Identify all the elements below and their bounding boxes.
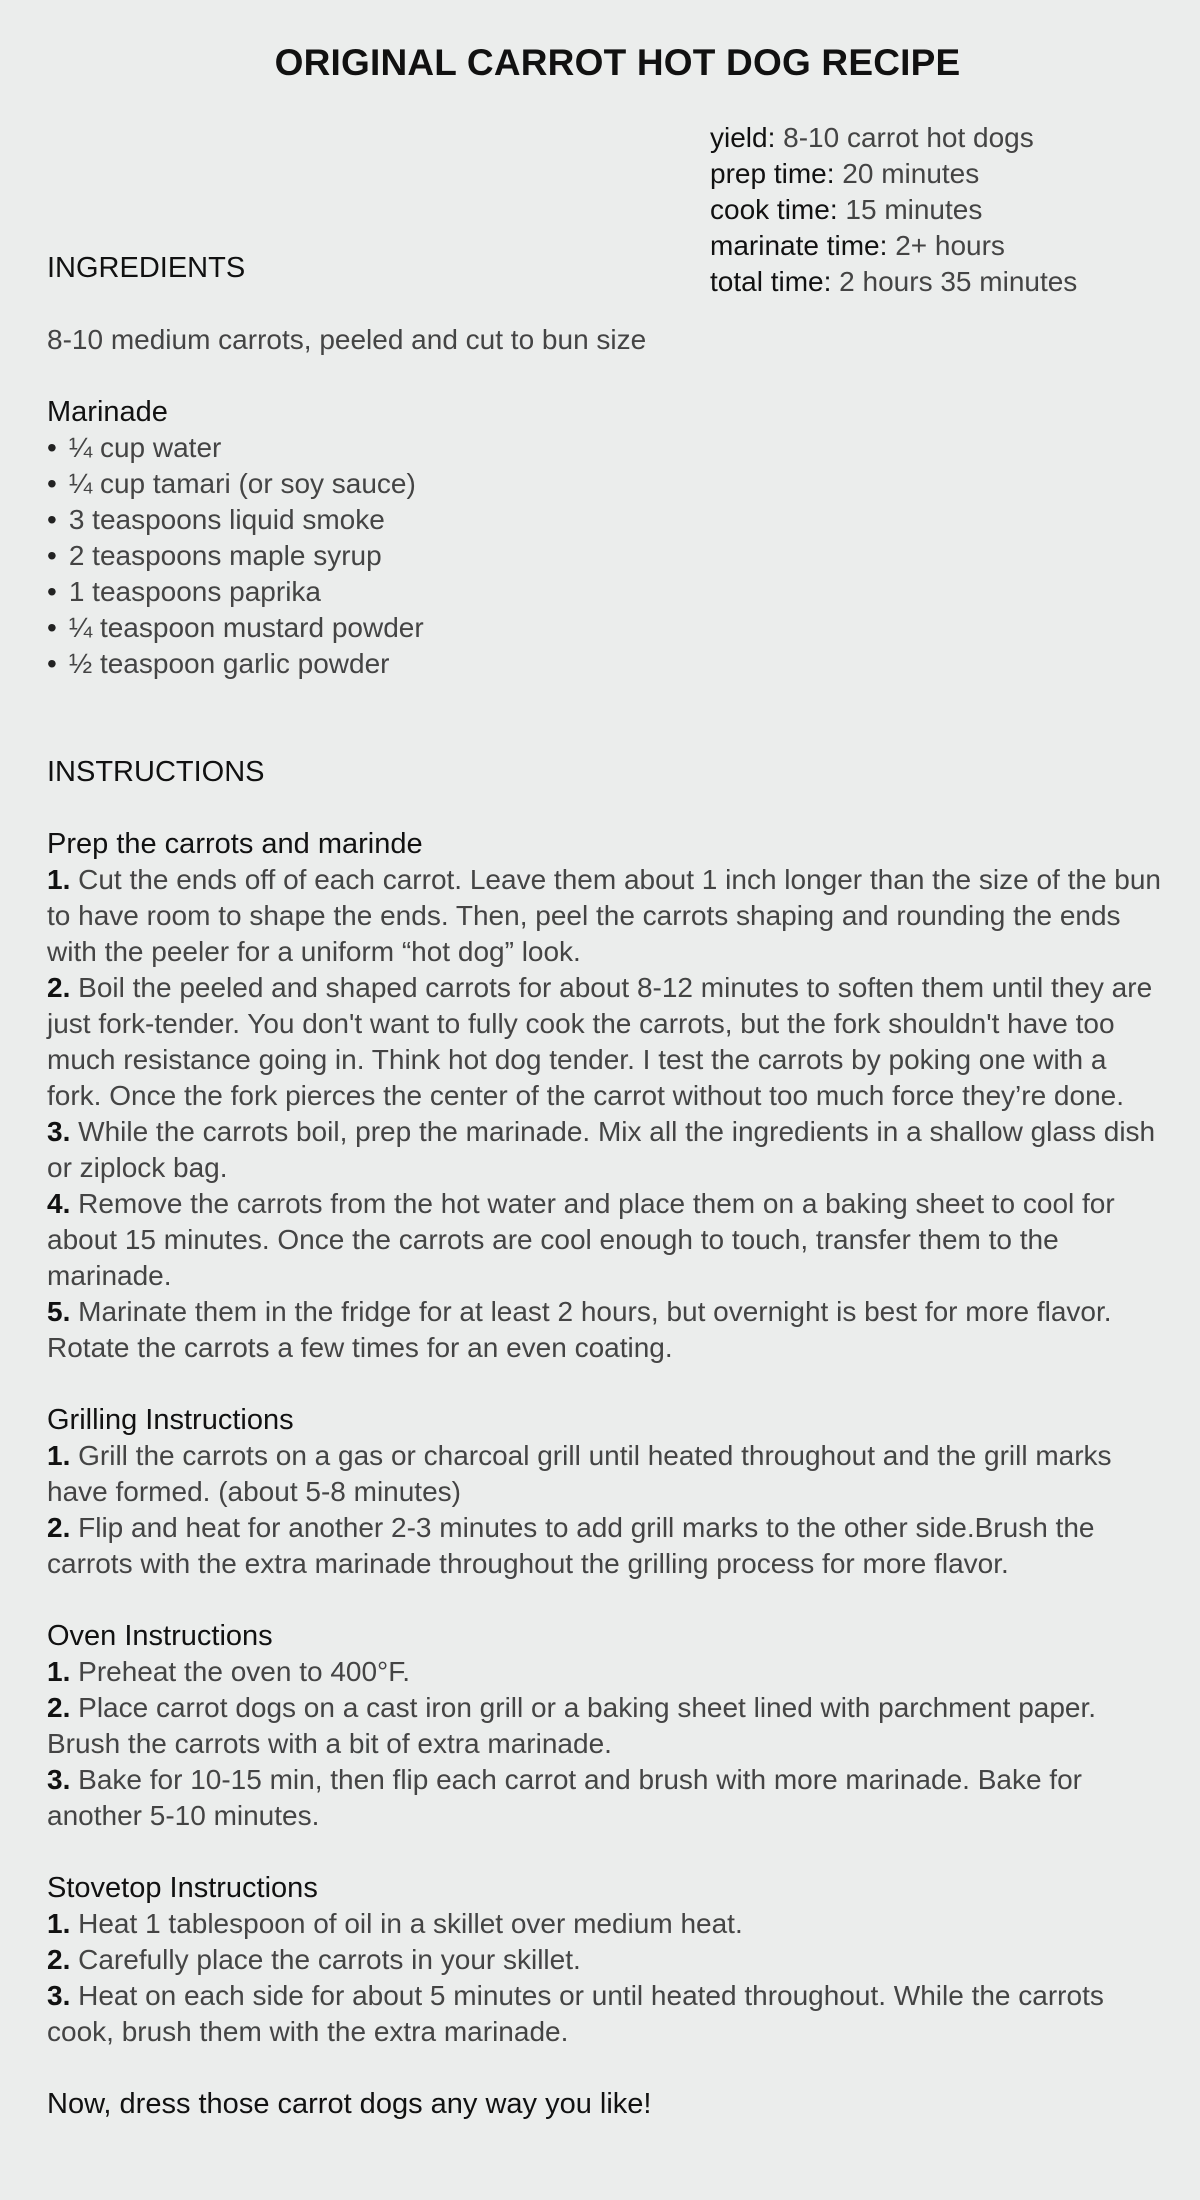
oven-heading: Oven Instructions [47,1620,273,1652]
prep-step [47,970,1162,1114]
page-title: ORIGINAL CARROT HOT DOG RECIPE [274,42,961,83]
step-text: Bake for 10-15 min, then flip each carrot and brush with more marinade. Bake for another 5-10 minutes. [47,1764,1082,1831]
step-number: 5. [47,1296,71,1327]
list-item: • ¼ cup water [47,430,1162,466]
step-number: 2. [47,1692,71,1723]
step-text: Marinate them in the fridge for at least 2 hours, but overnight is best for more flavor. Rotate the carrots a few times for an even coating. [47,1296,1112,1363]
prep-step [47,1294,1162,1366]
stovetop-step [47,1978,1162,2050]
ingredients-heading: INGREDIENTS [47,252,246,284]
marinade-heading: Marinade [47,396,168,428]
list-item: • ¼ teaspoon mustard powder [47,610,1162,646]
step-number: 3. [47,1980,71,2011]
grilling-step [47,1438,1162,1510]
list-item: • 1 teaspoons paprika [47,574,1162,610]
stovetop-step [47,1906,1162,1942]
step-text: Heat on each side for about 5 minutes or until heated throughout. While the carrots cook, brush them with the extra marinade. [47,1980,1104,2047]
meta-label: cook time: [710,194,838,225]
oven-step [47,1762,1162,1834]
step-number: 2. [47,1944,71,1975]
step-number: 1. [47,864,71,895]
prep-heading: Prep the carrots and marinde [47,828,423,860]
meta-label: marinate time: [710,230,888,261]
step-text: While the carrots boil, prep the marinade. Mix all the ingredients in a shallow glass dish or ziplock bag. [47,1116,1156,1183]
list-item: • ½ teaspoon garlic powder [47,646,1162,682]
meta-label: total time: [710,266,832,297]
step-number: 1. [47,1440,71,1471]
list-item: • ¼ cup tamari (or soy sauce) [47,466,1162,502]
step-text: Grill the carrots on a gas or charcoal grill until heated throughout and the grill marks have formed. (about 5-8 minutes) [47,1440,1112,1507]
step-number: 3. [47,1116,71,1147]
meta-value: 2+ hours [895,230,1005,261]
step-text: Heat 1 tablespoon of oil in a skillet over medium heat. [78,1908,743,1939]
meta-cook-time [710,192,1077,228]
meta-label: prep time: [710,158,835,189]
closing-line: Now, dress those carrot dogs any way you like! [47,2088,652,2120]
step-text: Place carrot dogs on a cast iron grill or a baking sheet lined with parchment paper. Brush the carrots with a bit of extra marinade. [47,1692,1097,1759]
prep-step [47,1186,1162,1294]
instructions-heading: INSTRUCTIONS [47,756,265,788]
step-number: 1. [47,1908,71,1939]
meta-value: 20 minutes [842,158,980,189]
step-text: Remove the carrots from the hot water and place them on a baking sheet to cool for about 15 minutes. Once the carrots are cool enough to touch, transfer them to the marinade. [47,1188,1115,1291]
list-item: • 3 teaspoons liquid smoke [47,502,1162,538]
oven-step [47,1690,1162,1762]
stovetop-heading: Stovetop Instructions [47,1872,318,1904]
step-text: Boil the peeled and shaped carrots for about 8-12 minutes to soften them until they are just fork-tender. You don't want to fully cook the carrots, but the fork shouldn't have too much resistance going in. Think hot dog tender. I test the carrots by poking one with a fork. Once the fork pierces the center of the carrot without too much force they’re done. [47,972,1153,1111]
stovetop-step [47,1942,1162,1978]
meta-value: 8-10 carrot hot dogs [783,122,1034,153]
step-text: Flip and heat for another 2-3 minutes to add grill marks to the other side.Brush the carrots with the extra marinade throughout the grilling process for more flavor. [47,1512,1095,1579]
recipe-content [47,250,1162,2122]
step-text: Preheat the oven to 400°F. [78,1656,411,1687]
meta-value: 2 hours 35 minutes [839,266,1078,297]
meta-prep-time [710,156,1077,192]
meta-label: yield: [710,122,776,153]
grilling-step [47,1510,1162,1582]
prep-step [47,1114,1162,1186]
ingredient-main: 8-10 medium carrots, peeled and cut to bun size [47,324,647,355]
marinade-list [47,430,1162,682]
step-number: 2. [47,1512,71,1543]
step-number: 2. [47,972,71,1003]
step-number: 4. [47,1188,71,1219]
step-text: Carefully place the carrots in your skillet. [78,1944,581,1975]
list-item: • 2 teaspoons maple syrup [47,538,1162,574]
step-number: 1. [47,1656,71,1687]
meta-yield [710,120,1077,156]
prep-step [47,862,1162,970]
grilling-heading: Grilling Instructions [47,1404,294,1436]
step-number: 3. [47,1764,71,1795]
step-text: Cut the ends off of each carrot. Leave them about 1 inch longer than the size of the bun to have room to shape the ends. Then, peel the carrots shaping and rounding the ends with the peeler for a uniform “hot dog” look. [47,864,1162,967]
oven-step [47,1654,1162,1690]
meta-value: 15 minutes [845,194,983,225]
